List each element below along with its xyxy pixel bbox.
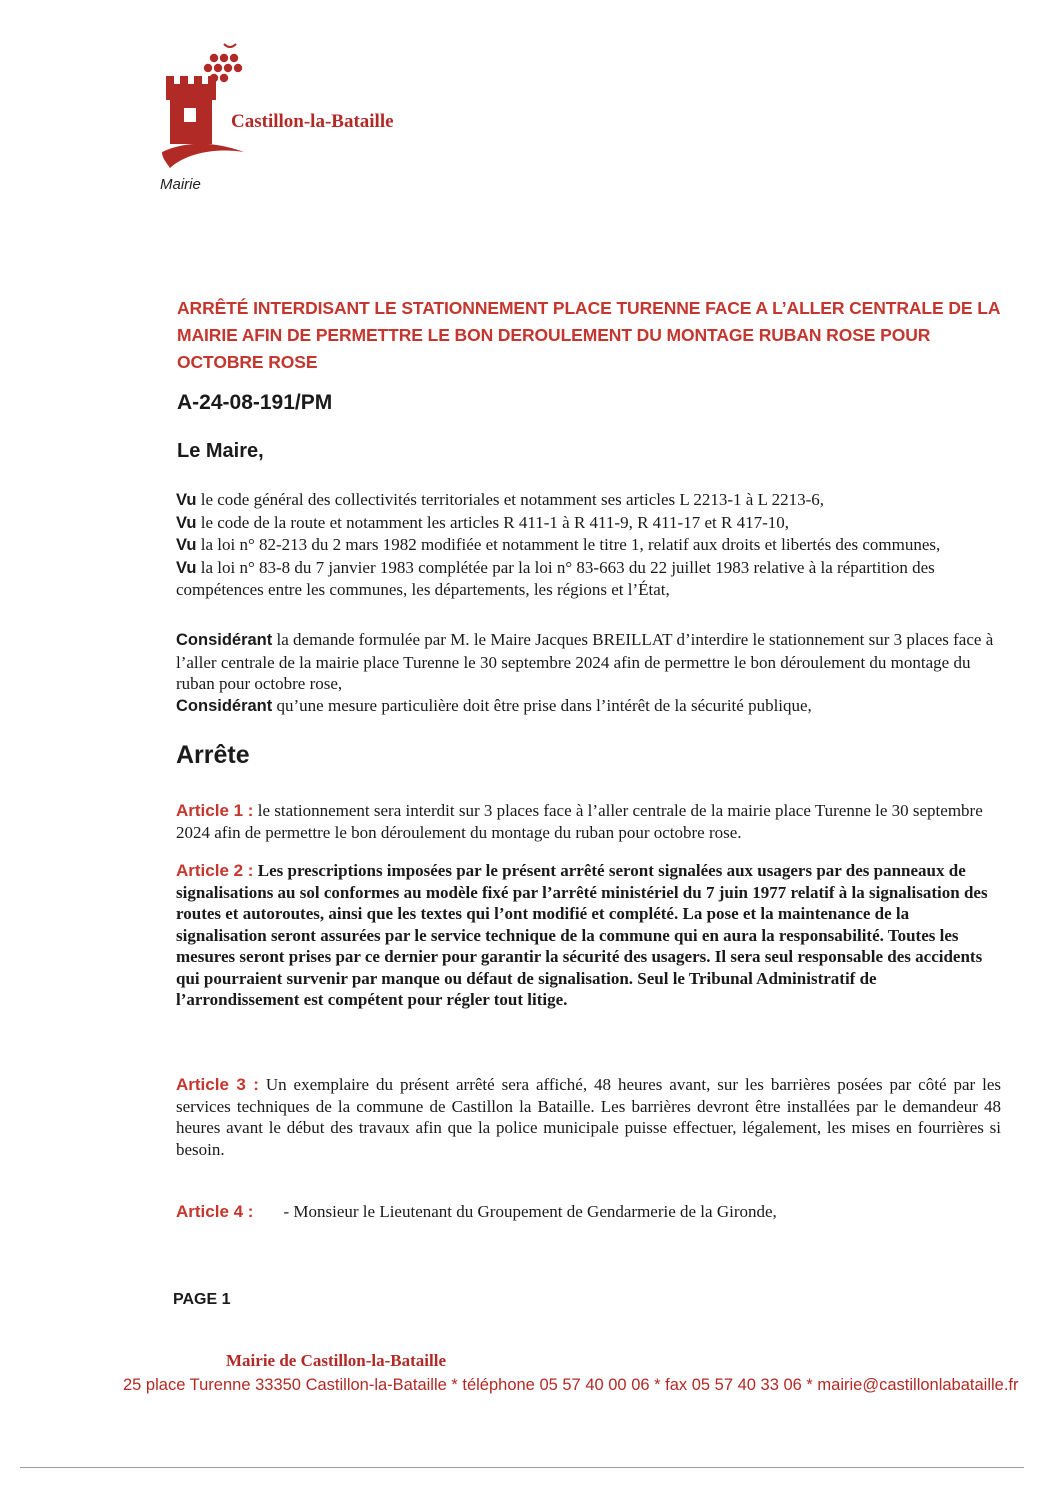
article-2 — [176, 860, 1001, 1011]
vu-item — [176, 534, 1001, 557]
arrete-heading: Arrête — [176, 741, 250, 769]
bottom-divider — [20, 1467, 1024, 1468]
article-text: Un exemplaire du présent arrêté sera affiché, 48 heures avant, sur les barrières posées par côté par les services techniques de la commune de Castillon la Bataille. Les barrières devront être installées par le demandeur 48 heures avant le début des travaux afin que la police municipale puisse effectuer, légalement, les mises en fourrières si besoin. — [176, 1075, 1001, 1159]
article-text: - Monsieur le Lieutenant du Groupement de Gendarmerie de la Gironde, — [283, 1202, 777, 1221]
considerant-text: qu’une mesure particulière doit être prise dans l’intérêt de la sécurité publique, — [272, 695, 812, 715]
vu-text: le code général des collectivités territoriales et notamment ses articles L 2213-1 à L 2213-6, — [196, 490, 824, 509]
vu-keyword: Vu — [176, 491, 197, 509]
river-swoosh — [162, 144, 244, 168]
considerant-item — [176, 695, 1001, 718]
vu-item — [176, 512, 1001, 535]
mairie-label: Mairie — [160, 176, 201, 193]
town-name: Castillon-la-Bataille — [231, 111, 394, 132]
document-title: ARRÊTÉ INTERDISANT LE STATIONNEMENT PLACE TURENNE FACE A L’ALLER CENTRALE DE LA MAIRIE AFIN DE PERMETTRE LE BON DEROULEMENT DU MONTAGE RUBAN ROSE POUR OCTOBRE ROSE — [177, 298, 1000, 372]
vu-item — [176, 557, 1001, 601]
article-3 — [176, 1074, 1001, 1160]
article-1 — [176, 800, 1001, 843]
tower-icon — [166, 76, 216, 144]
considerant-item — [176, 629, 1001, 695]
vu-keyword: Vu — [176, 536, 197, 554]
document-reference: A-24-08-191/PM — [177, 391, 333, 414]
footer-title: Mairie de Castillon-la-Bataille — [226, 1351, 447, 1370]
article-text: le stationnement sera interdit sur 3 places face à l’aller centrale de la mairie place Turenne le 30 septembre 2024 afin de permettre le bon déroulement du montage du ruban pour octobre rose. — [176, 801, 983, 842]
vu-text: le code de la route et notamment les articles R 411-1 à R 411-9, R 411-17 et R 417-10, — [196, 512, 789, 532]
vu-item — [176, 489, 1001, 512]
article-label: Article 4 : — [176, 1202, 254, 1221]
considerant-text: la demande formulée par M. le Maire Jacques BREILLAT d’interdire le stationnement sur 3 places face à l’aller centrale de la mairie place Turenne le 30 septembre 2024 afin de permettre le bon déroulement du montage du ruban pour octobre rose, — [176, 630, 994, 693]
article-4 — [176, 1201, 1001, 1223]
considerant-keyword: Considérant — [176, 631, 273, 649]
vu-text: la loi n° 82-213 du 2 mars 1982 modifiée et notamment le titre 1, relatif aux droits et libertés des communes, — [196, 535, 941, 554]
considerant-list — [176, 629, 1001, 717]
vu-list — [176, 489, 1001, 601]
vu-keyword: Vu — [176, 558, 197, 577]
considerant-keyword: Considérant — [176, 696, 273, 715]
vu-text: la loi n° 83-8 du 7 janvier 1983 complétée par la loi n° 83-663 du 22 juillet 1983 relative à la répartition des compétences entre les communes, les départements, les régions et l’État, — [176, 557, 935, 599]
article-label: Article 2 : — [176, 861, 254, 880]
article-label: Article 3 : — [176, 1075, 259, 1094]
vu-keyword: Vu — [176, 513, 197, 532]
footer-contact: 25 place Turenne 33350 Castillon-la-Bataille * téléphone 05 57 40 00 06 * fax 05 57 40 33 06 * mairie@castillonlabataille.fr — [123, 1376, 1019, 1394]
page-number: PAGE 1 — [173, 1291, 231, 1308]
article-text: Les prescriptions imposées par le présent arrêté seront signalées aux usagers par des panneaux de signalisations au sol conformes au modèle fixé par l’arrêté ministériel du 7 juin 1977 relatif à la signalisation des routes et autoroutes, ainsi que les textes qui l’ont modifié et complété. La pose et la maintenance de la signalisation seront assurées par le service technique de la commune qui en aura la responsabilité. Toutes les mesures seront prises par ce dernier pour garantir la sécurité des usagers. Il sera seul responsable des accidents qui pourraient survenir par manque ou défaut de signalisation. Seul le Tribunal Administratif de l’arrondissement est compétent pour régler tout litige. — [176, 861, 988, 1009]
article-label: Article 1 : — [176, 801, 254, 820]
maire-heading: Le Maire, — [177, 440, 264, 462]
